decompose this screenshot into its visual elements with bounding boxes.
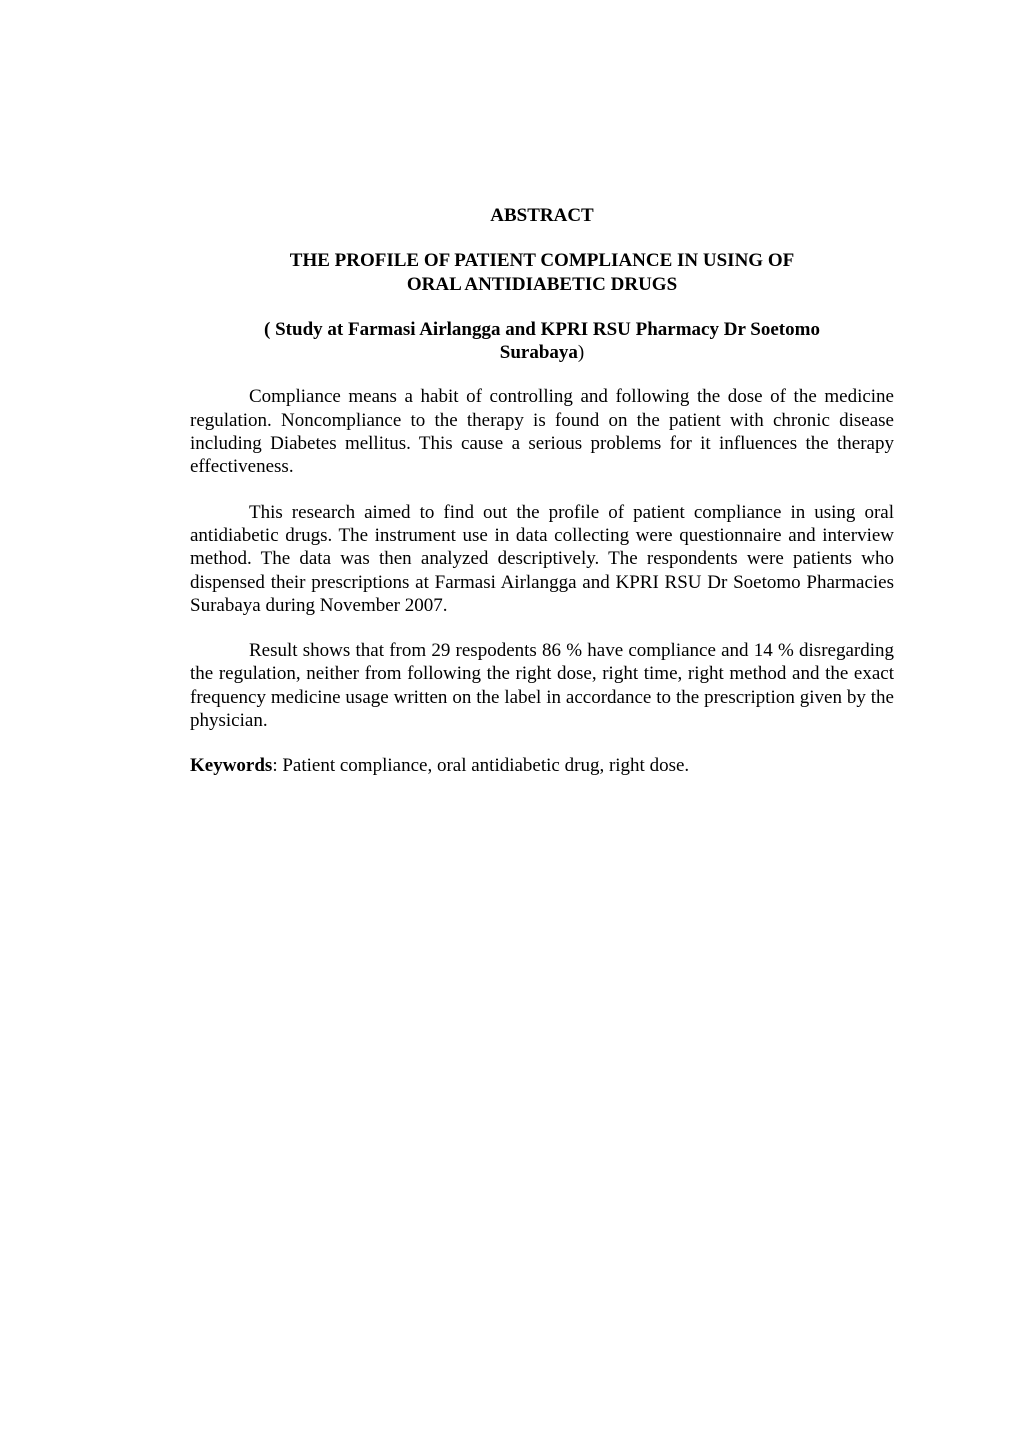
study-subtitle-text-2: Surabaya bbox=[499, 342, 578, 364]
abstract-paragraph-1: Compliance means a habit of controlling and following the dose of the medicine regulation. Noncompliance to the therapy is found on the patient with chronic disease including Diabetes mellitus. This cause a serious problems for it influences the therapy effectiveness. bbox=[190, 386, 894, 478]
abstract-paragraph-3: Result shows that from 29 respodents 86 % have compliance and 14 % disregarding the regulation, neither from following the right dose, right time, right method and the exact frequency medicine usage written on the label in accordance to the prescription given by the physician. bbox=[190, 640, 894, 732]
study-subtitle-line-2 bbox=[190, 341, 894, 364]
abstract-heading: ABSTRACT bbox=[490, 205, 594, 226]
study-subtitle-text-1: Study at Farmasi Airlangga and KPRI RSU Pharmacy Dr Soetomo bbox=[275, 318, 820, 340]
abstract-page bbox=[190, 204, 894, 778]
keywords-line bbox=[190, 754, 894, 777]
study-close-paren: ) bbox=[577, 342, 585, 364]
abstract-paragraph-2: This research aimed to find out the profile of patient compliance in using oral antidiabetic drugs. The instrument use in data collecting were questionnaire and interview method. The data was then analyzed descriptively. The respondents were patients who dispensed their prescriptions at Farmasi Airlangga and KPRI RSU Dr Soetomo Pharmacies Surabaya during November 2007. bbox=[190, 501, 894, 616]
study-subtitle bbox=[190, 318, 894, 365]
keywords-text: : Patient compliance, oral antidiabetic drug, right dose. bbox=[272, 755, 690, 777]
paper-title bbox=[190, 249, 894, 296]
paper-title-line-1: THE PROFILE OF PATIENT COMPLIANCE IN USING OF bbox=[289, 250, 795, 272]
paper-title-line-2: ORAL ANTIDIABETIC DRUGS bbox=[406, 273, 678, 295]
study-subtitle-line-1 bbox=[190, 318, 894, 341]
keywords-label: Keywords bbox=[190, 755, 273, 777]
study-open-paren: ( bbox=[264, 318, 276, 340]
